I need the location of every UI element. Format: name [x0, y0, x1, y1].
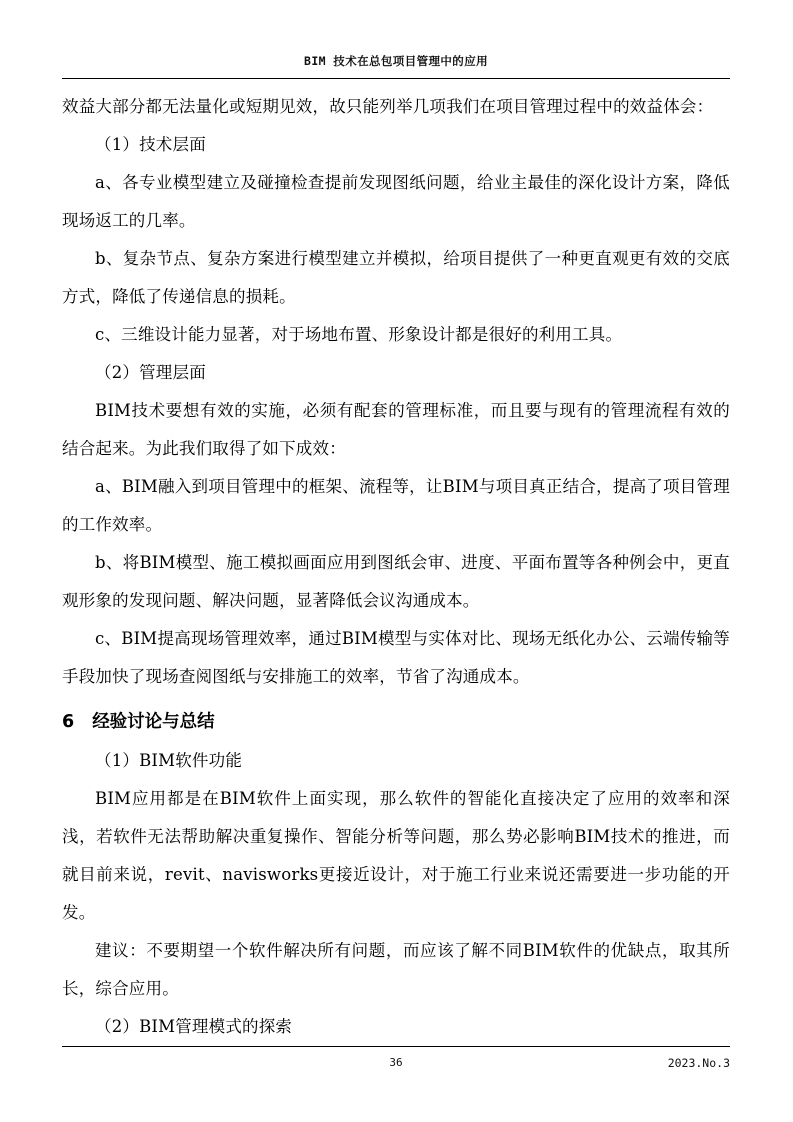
paragraph: b、将BIM模型、施工模拟画面应用到图纸会审、进度、平面布置等各种例会中，更直观形象的发现问题、解决问题，显著降低会议沟通成本。	[62, 553, 730, 610]
paragraph: （2）管理层面	[95, 363, 206, 382]
page-content	[62, 88, 730, 1046]
footer-divider	[62, 1046, 730, 1047]
issue-label: 2023.No.3	[667, 1056, 730, 1070]
paragraph: c、三维设计能力显著，对于场地布置、形象设计都是很好的利用工具。	[95, 325, 623, 344]
paragraph: 建议：不要期望一个软件解决所有问题，而应该了解不同BIM软件的优缺点，取其所长，综合应用。	[62, 941, 730, 998]
section-number: 6	[62, 712, 75, 732]
page-number: 36	[389, 1056, 403, 1069]
paragraph: BIM应用都是在BIM软件上面实现，那么软件的智能化直接决定了应用的效率和深浅，若软件无法帮助解决重复操作、智能分析等问题，那么势必影响BIM技术的推进，而就目前来说，revit、navisworks更接近设计，对于施工行业来说还需要进一步功能的开发。	[62, 789, 730, 922]
paragraph: （1）BIM软件功能	[95, 751, 243, 770]
section-title: 经验讨论与总结	[92, 712, 215, 732]
paragraph: a、各专业模型建立及碰撞检查提前发现图纸问题，给业主最佳的深化设计方案，降低现场返工的几率。	[62, 173, 730, 230]
paragraph: （2）BIM管理模式的探索	[95, 1017, 293, 1036]
header-title: BIM 技术在总包项目管理中的应用	[304, 54, 488, 68]
paragraph: c、BIM提高现场管理效率，通过BIM模型与实体对比、现场无纸化办公、云端传输等手段加快了现场查阅图纸与安排施工的效率，节省了沟通成本。	[62, 629, 730, 686]
paragraph: 效益大部分都无法量化或短期见效，故只能列举几项我们在项目管理过程中的效益体会：	[62, 97, 714, 116]
paragraph: BIM技术要想有效的实施，必须有配套的管理标准，而且要与现有的管理流程有效的结合起来。为此我们取得了如下成效：	[62, 401, 730, 458]
page-footer	[62, 1056, 730, 1074]
section-heading	[62, 702, 730, 742]
page-header	[62, 54, 730, 68]
paragraph: （1）技术层面	[95, 135, 206, 154]
paragraph: b、复杂节点、复杂方案进行模型建立并模拟，给项目提供了一种更直观更有效的交底方式，降低了传递信息的损耗。	[62, 249, 730, 306]
header-divider	[62, 78, 730, 79]
paragraph: a、BIM融入到项目管理中的框架、流程等，让BIM与项目真正结合，提高了项目管理的工作效率。	[62, 477, 730, 534]
